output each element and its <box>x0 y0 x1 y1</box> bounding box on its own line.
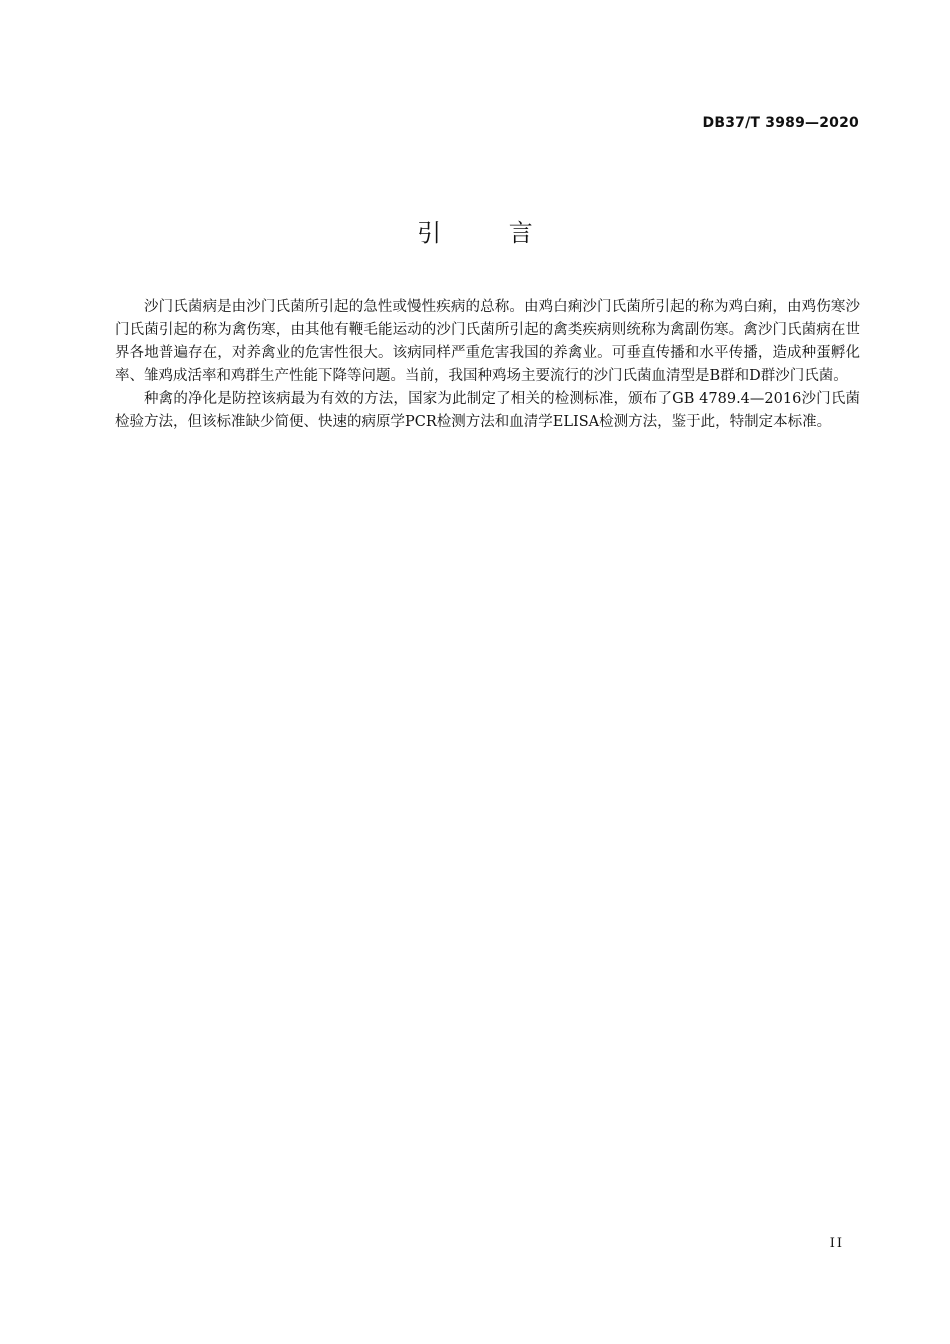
paragraph: 种禽的净化是防控该病最为有效的方法，国家为此制定了相关的检测标准，颁布了GB 4789.4—2016沙门氏菌检验方法，但该标准缺少简便、快速的病原学PCR检测方法和血清学ELISA检测方法，鉴于此，特制定本标准。 <box>115 391 860 430</box>
introduction-body <box>115 296 860 434</box>
paragraph: 沙门氏菌病是由沙门氏菌所引起的急性或慢性疾病的总称。由鸡白痢沙门氏菌所引起的称为鸡白痢，由鸡伤寒沙门氏菌引起的称为禽伤寒，由其他有鞭毛能运动的沙门氏菌所引起的禽类疾病则统称为禽副伤寒。禽沙门氏菌病在世界各地普遍存在，对养禽业的危害性很大。该病同样严重危害我国的养禽业。可垂直传播和水平传播，造成种蛋孵化率、雏鸡成活率和鸡群生产性能下降等问题。当前，我国种鸡场主要流行的沙门氏菌血清型是B群和D群沙门氏菌。 <box>115 299 860 384</box>
standard-code: DB37/T 3989—2020 <box>702 115 859 131</box>
section-title: 引 言 <box>417 219 563 247</box>
page-number: II <box>829 1236 844 1251</box>
